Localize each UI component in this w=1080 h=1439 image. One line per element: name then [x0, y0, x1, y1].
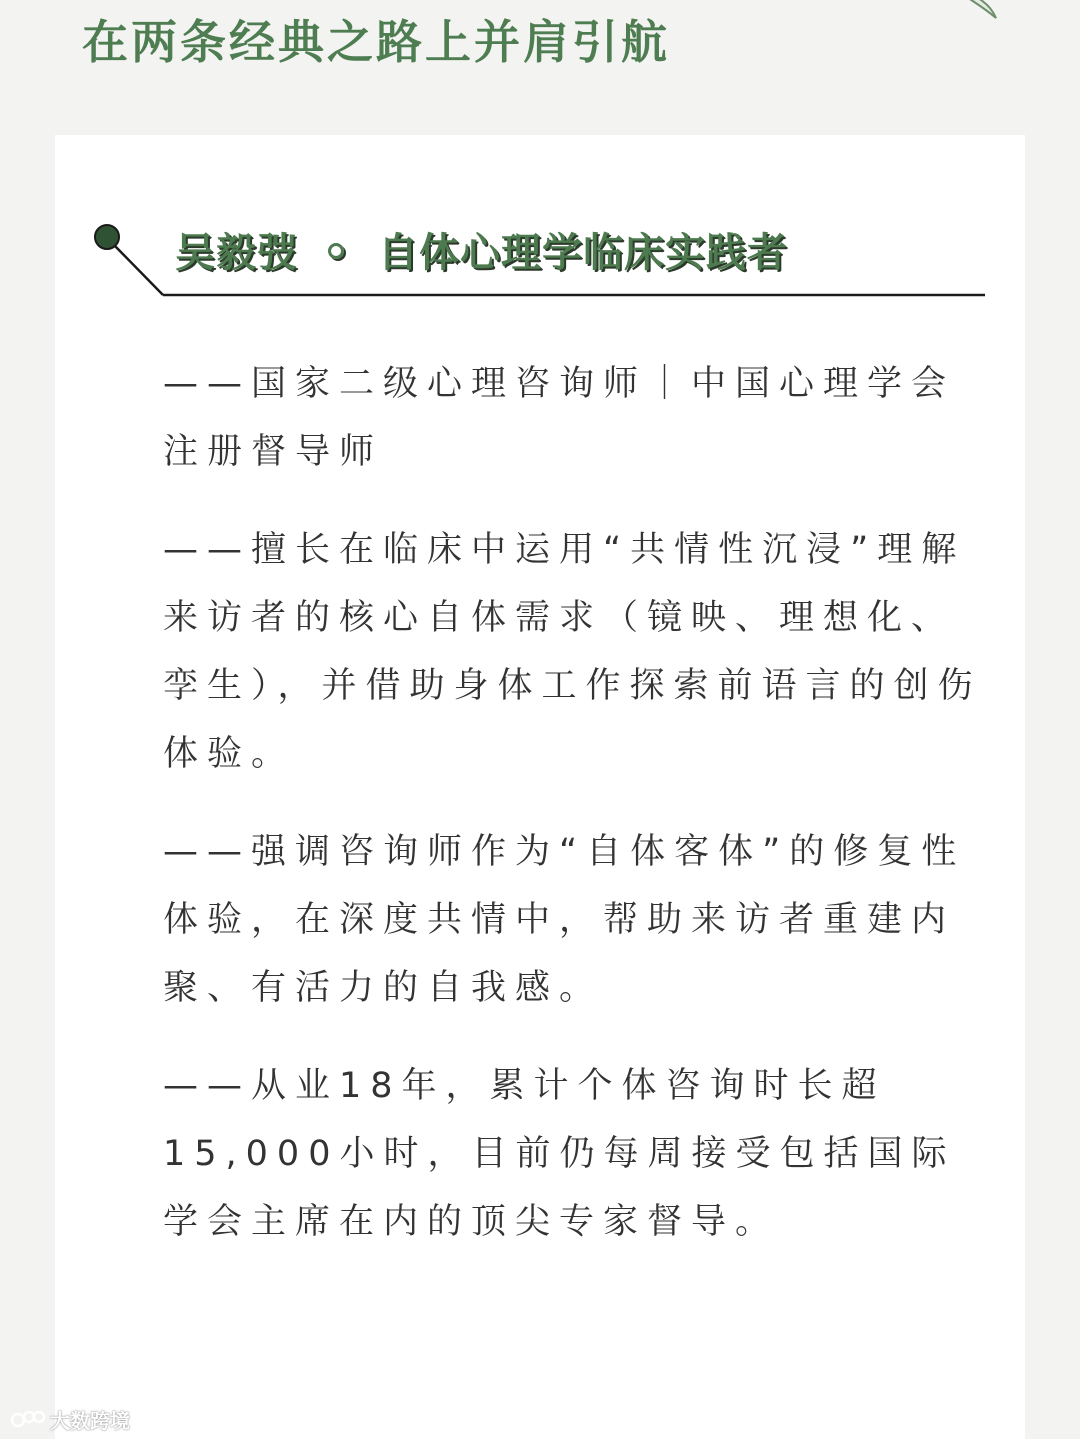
- watermark-logo-icon: [10, 1408, 46, 1430]
- profile-heading: [175, 223, 788, 283]
- profile-role: 自体心理学临床实践者: [378, 230, 788, 276]
- separator-dot-icon: [328, 243, 344, 259]
- experience-paragraph: ——从业18年，累计个体咨询时长超15,000小时，目前仍每周接受包括国际学会主席在内的顶尖专家督导。: [163, 1066, 956, 1242]
- approach-paragraph: ——强调咨询师作为“自体客体”的修复性体验，在深度共情中，帮助来访者重建内聚、有活力的自我感。: [163, 832, 966, 1008]
- credential-paragraph: ——国家二级心理咨询师｜中国心理学会注册督导师: [163, 364, 956, 472]
- profile-description: [163, 350, 983, 1286]
- expertise-paragraph: ——擅长在临床中运用“共情性沉浸”理解来访者的核心自体需求（镜映、理想化、孪生），并借助身体工作探索前语言的创伤体验。: [163, 530, 982, 774]
- leaf-decoration-icon: [956, 0, 1002, 24]
- page-title: 在两条经典之路上并肩引航: [82, 15, 670, 69]
- watermark-text: 大数跨境: [50, 1408, 130, 1433]
- profile-name: 吴毅弢: [175, 230, 298, 276]
- profile-card: [55, 135, 1025, 1439]
- watermark: [10, 1406, 130, 1432]
